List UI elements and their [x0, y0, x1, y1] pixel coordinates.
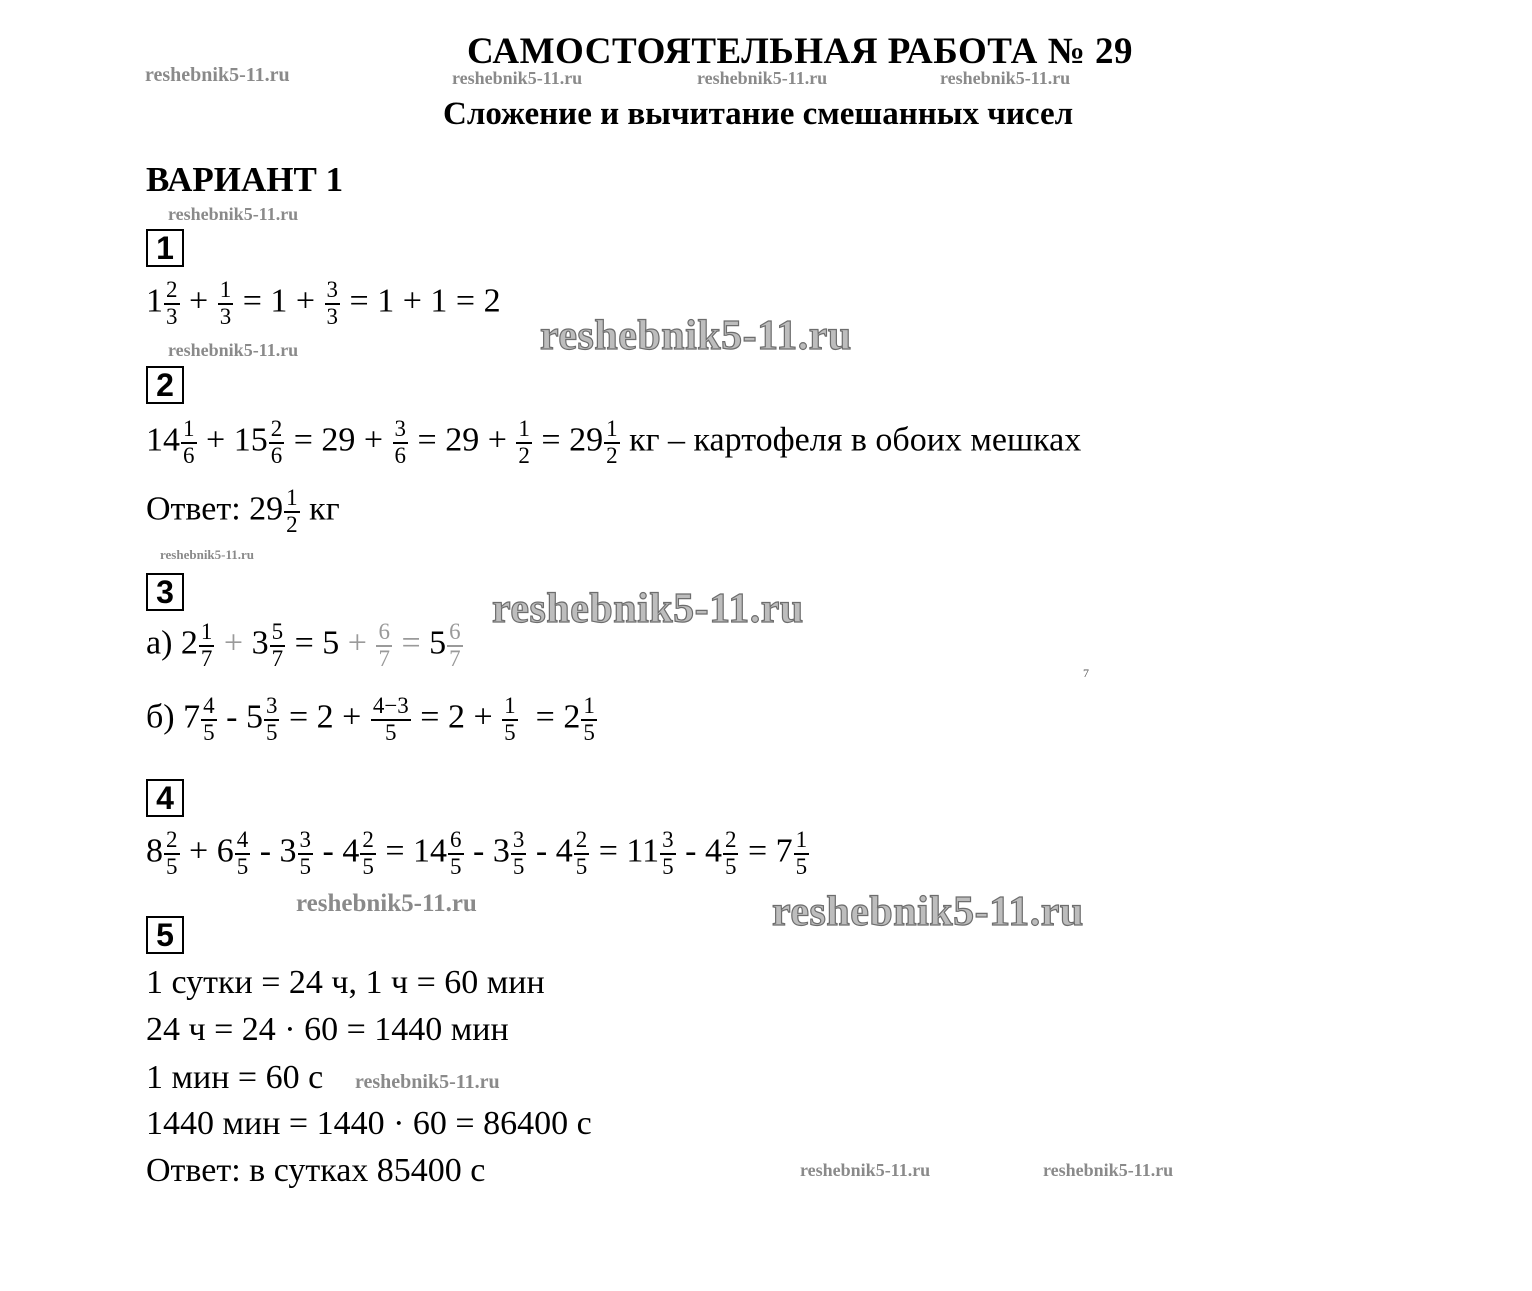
fraction: $\frac{1}{2}$ [286, 485, 298, 537]
watermark: reshebnik5-11.ru [800, 1160, 931, 1180]
fraction: $\frac{4-3}{5}$ [372, 693, 409, 745]
task4-equation: 8 $\frac{2}{5}$ + 6 $\frac{4}{5}$ - 3 $\frac{3}{5}$ - 4 $\frac{2}{5}$ = 14 $\frac{6}{5}$ - 3 $\frac{3}{5}$ - 4 $\frac{2}{5}$ = 11 $\frac{3}{5}$ - 4 $\frac{2}{5}$ = 7 $\frac{1}{5}$ [146, 827, 808, 879]
watermark: reshebnik5-11.ru [1043, 1160, 1174, 1180]
fraction: $\frac{1}{6}$ [183, 416, 195, 468]
task5-line: 1 мин = 60 с [146, 1059, 324, 1096]
fraction: $\frac{3}{5}$ [662, 827, 674, 879]
fraction: $\frac{3}{5}$ [265, 693, 278, 745]
fraction: $\frac{2}{5}$ [575, 827, 588, 879]
task2-equation: 14 $\frac{1}{6}$ + 15 $\frac{2}{6}$ = 29 + $\frac{3}{6}$ = 29 + $\frac{1}{2}$ = 29 $\frac{1}{2}$ кг – картофеля в обоих мешках [146, 416, 1082, 468]
task-number-box: 5 [146, 916, 184, 954]
watermark: reshebnik5-11.ru [168, 340, 299, 360]
fraction: $\frac{3}{5}$ [512, 827, 525, 879]
fraction: $\frac{1}{7}$ [200, 619, 213, 671]
stray-mark: 7 [1083, 666, 1089, 680]
task5-line: 24 ч = 24 · 60 = 1440 мин [146, 1011, 509, 1048]
task-number-box: 3 [146, 573, 184, 611]
fraction: $\frac{4}{5}$ [236, 827, 249, 879]
fraction: $\frac{6}{7}$ [449, 619, 461, 671]
watermark: reshebnik5-11.ru [145, 64, 290, 86]
fraction: $\frac{3}{5}$ [299, 827, 312, 879]
fraction: $\frac{2}{3}$ [166, 277, 178, 329]
fraction: $\frac{3}{3}$ [326, 277, 339, 329]
task1-equation: 1 $\frac{2}{3}$ + $\frac{1}{3}$ = 1 + $\frac{3}{3}$ = 1 + 1 = 2 [146, 277, 501, 329]
watermark-large: reshebnik5-11.ru [772, 889, 1084, 935]
task3a-equation: а) 2 $\frac{1}{7}$ + 3 $\frac{5}{7}$ = 5 + $\frac{6}{7}$ = 5 $\frac{6}{7}$ [146, 619, 461, 671]
watermark: reshebnik5-11.ru [940, 68, 1071, 88]
task2-answer: Ответ: 29 $\frac{1}{2}$ кг [146, 485, 340, 537]
fraction: $\frac{1}{3}$ [219, 277, 232, 329]
fraction: $\frac{1}{2}$ [606, 416, 618, 468]
fraction: $\frac{6}{7}$ [378, 619, 390, 671]
fraction: $\frac{2}{5}$ [724, 827, 737, 879]
watermark-large: reshebnik5-11.ru [540, 313, 852, 359]
variant-heading: ВАРИАНТ 1 [146, 160, 344, 199]
task-number-box: 1 [146, 229, 184, 267]
task-number-box: 2 [146, 366, 184, 404]
fraction: $\frac{4}{5}$ [203, 693, 215, 745]
watermark: reshebnik5-11.ru [168, 204, 299, 224]
fraction: $\frac{5}{7}$ [271, 619, 284, 671]
watermark: reshebnik5-11.ru [160, 547, 255, 562]
task5-line: 1440 мин = 1440 · 60 = 86400 с [146, 1105, 592, 1142]
watermark: reshebnik5-11.ru [452, 68, 583, 88]
watermark-large: reshebnik5-11.ru [492, 586, 804, 632]
fraction: $\frac{3}{6}$ [394, 416, 407, 468]
page-subtitle: Сложение и вычитание смешанных чисел [443, 96, 1074, 132]
fraction: $\frac{2}{6}$ [270, 416, 283, 468]
task-number-box: 4 [146, 779, 184, 817]
fraction: $\frac{2}{5}$ [362, 827, 374, 879]
fraction: $\frac{1}{2}$ [518, 416, 530, 468]
fraction: $\frac{2}{5}$ [166, 827, 178, 879]
watermark: reshebnik5-11.ru [296, 890, 477, 917]
fraction: $\frac{1}{5}$ [583, 693, 595, 745]
task5-answer: Ответ: в сутках 85400 с [146, 1152, 486, 1189]
fraction: $\frac{6}{5}$ [450, 827, 462, 879]
fraction: $\frac{1}{5}$ [504, 693, 516, 745]
watermark: reshebnik5-11.ru [697, 68, 828, 88]
task3b-equation: б) 7 $\frac{4}{5}$ - 5 $\frac{3}{5}$ = 2 + $\frac{4-3}{5}$ = 2 + $\frac{1}{5}$ = 2 $\frac{1}{5}$ [146, 693, 595, 745]
watermark: reshebnik5-11.ru [355, 1071, 500, 1093]
fraction: $\frac{1}{5}$ [795, 827, 808, 879]
page-title: САМОСТОЯТЕЛЬНАЯ РАБОТА № 29 [467, 31, 1134, 72]
task5-line: 1 сутки = 24 ч, 1 ч = 60 мин [146, 964, 545, 1001]
